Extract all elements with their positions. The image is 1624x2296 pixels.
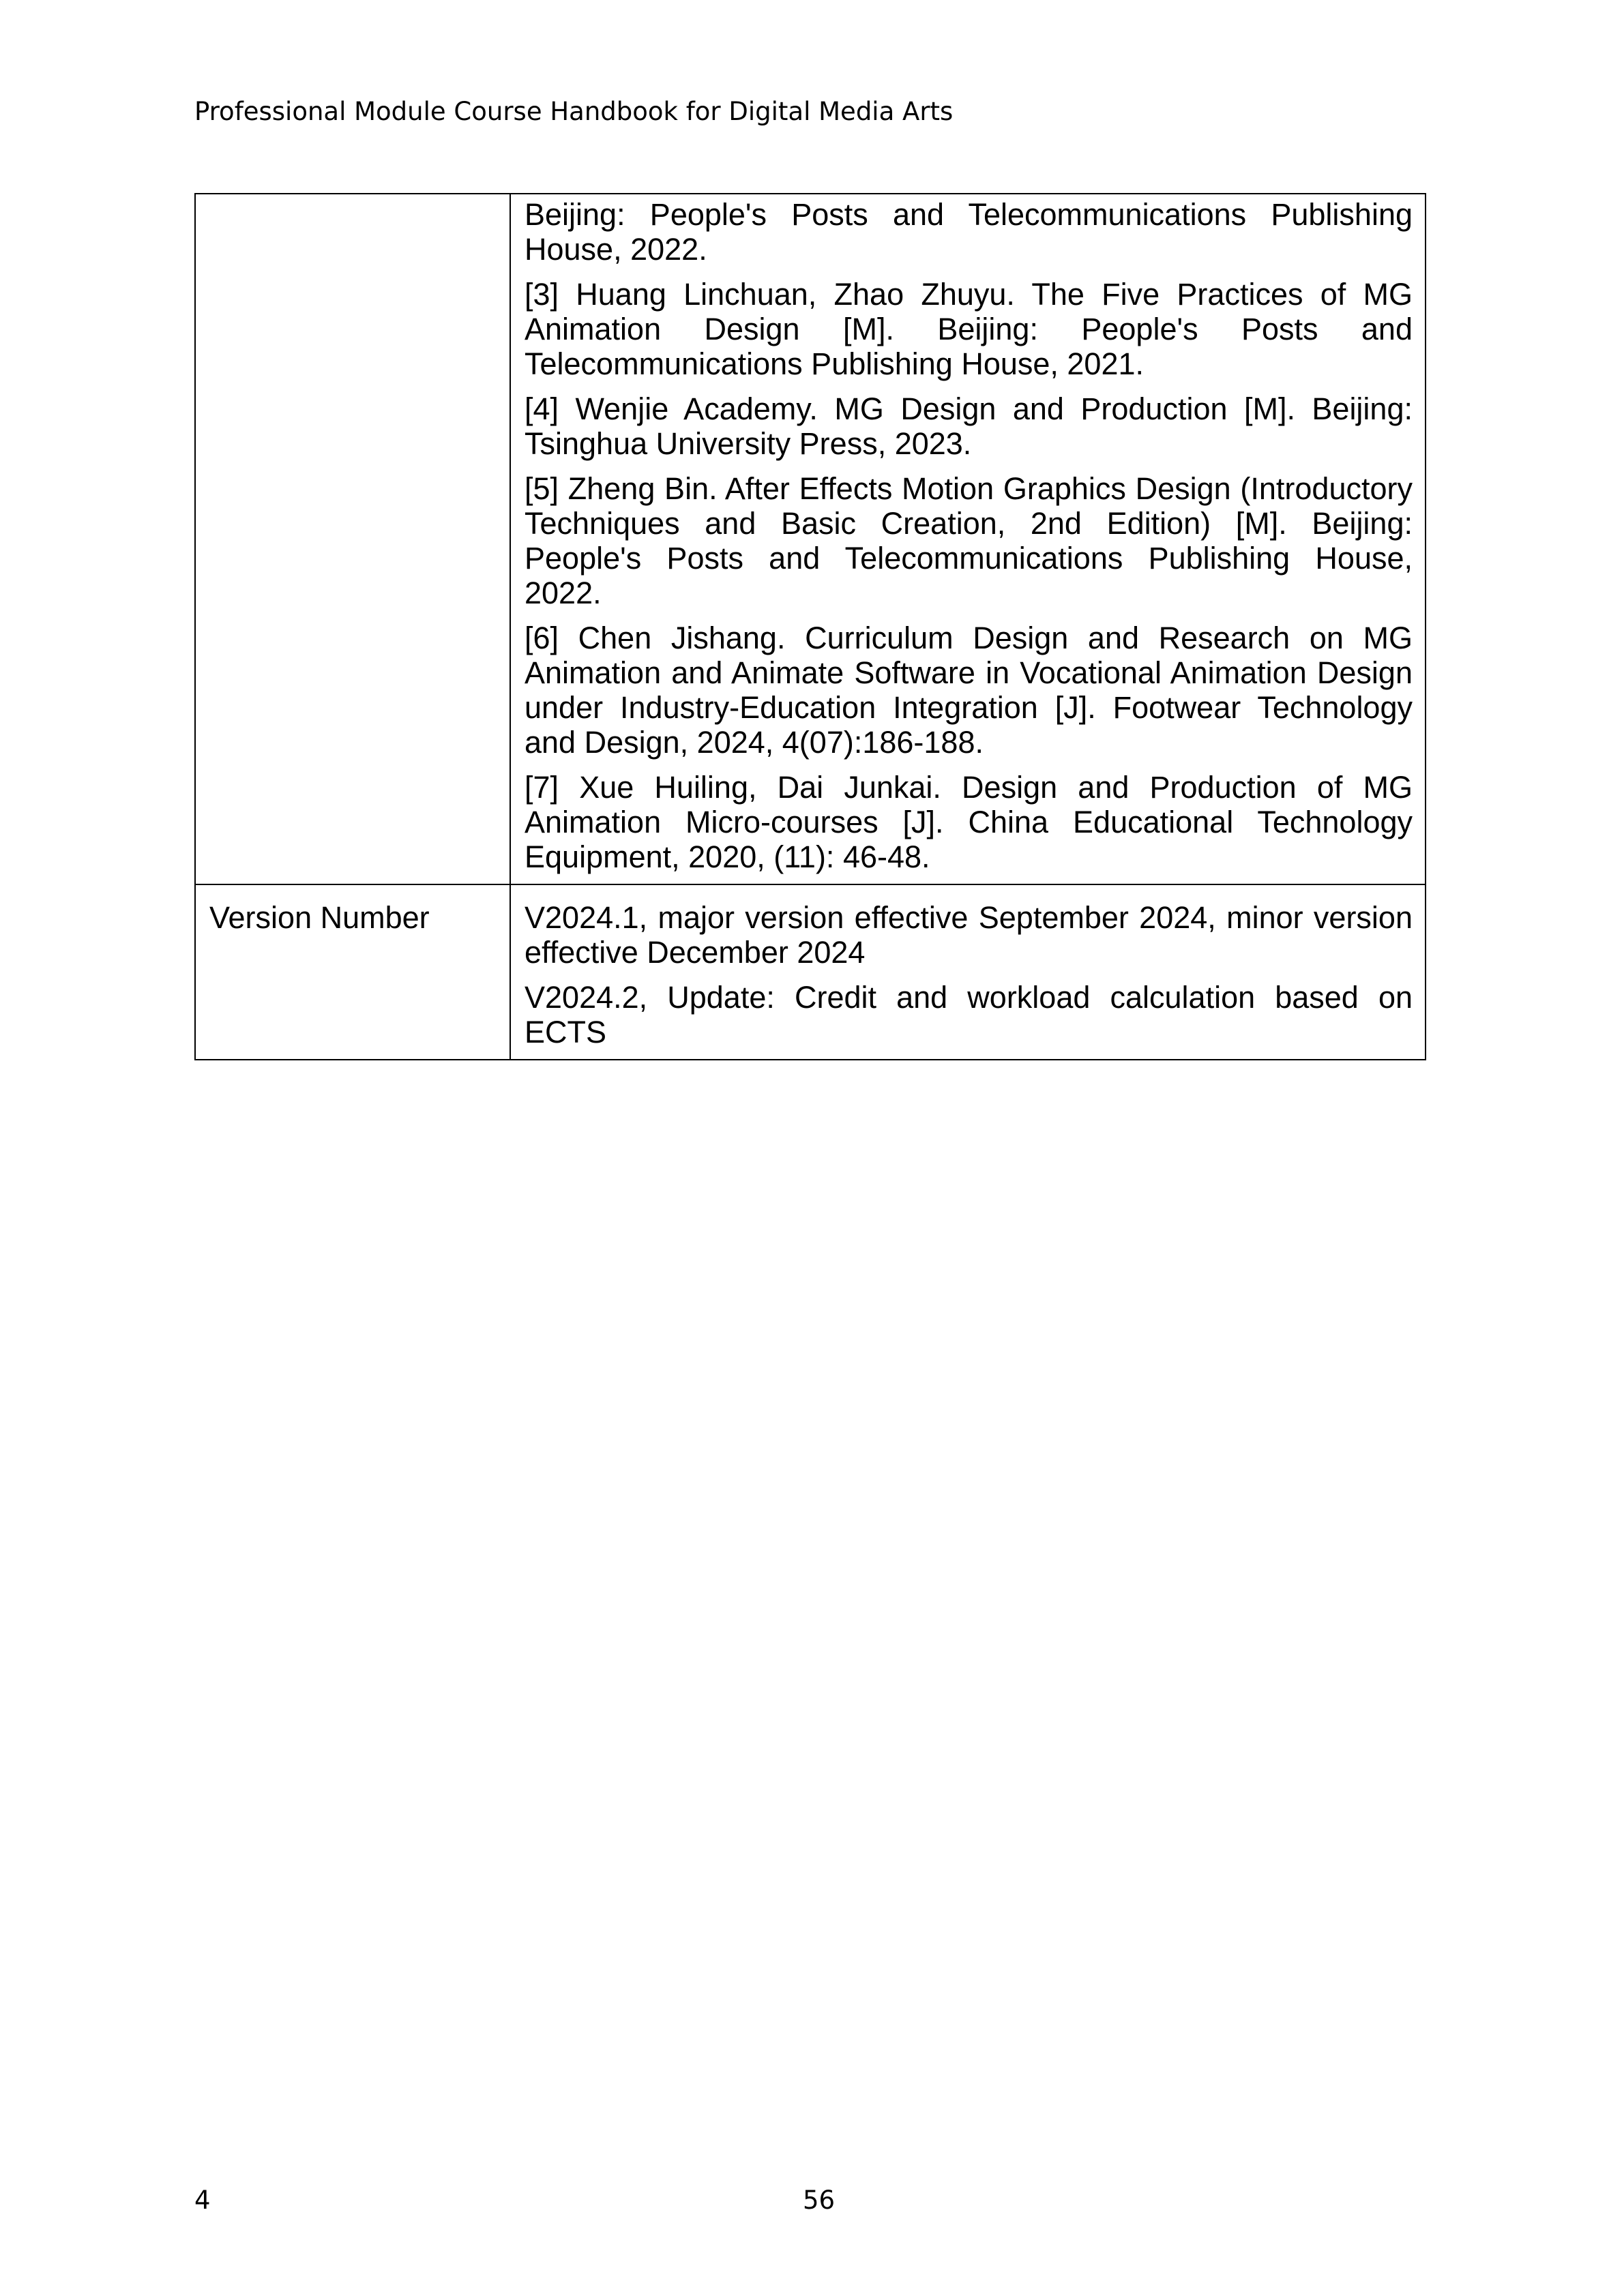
reference-6: [6] Chen Jishang. Curriculum Design and Research on MG Animation and Animate Software in Vocational Animation Design under Industry-Education Integration [J]. Footwear Technology and Design, 2024, 4(07):186-188. — [525, 621, 1413, 760]
reference-continuation: Beijing: People's Posts and Telecommunications Publishing House, 2022. — [525, 197, 1413, 267]
version-label-cell: Version Number — [195, 884, 510, 1060]
reference-4: [4] Wenjie Academy. MG Design and Production [M]. Beijing: Tsinghua University Press, 2023. — [525, 391, 1413, 461]
version-entry-2: V2024.2, Update: Credit and workload calculation based on ECTS — [525, 980, 1413, 1049]
module-info-table — [194, 193, 1426, 1060]
reference-7: [7] Xue Huiling, Dai Junkai. Design and Production of MG Animation Micro-courses [J]. China Educational Technology Equipment, 2020, (11): 46-48. — [525, 770, 1413, 874]
references-label-cell — [195, 194, 510, 884]
page-header-title: Professional Module Course Handbook for Digital Media Arts — [194, 97, 954, 126]
reference-3: [3] Huang Linchuan, Zhao Zhuyu. The Five Practices of MG Animation Design [M]. Beijing: People's Posts and Telecommunications Publishing House, 2021. — [525, 277, 1413, 381]
footer-left-number: 4 — [194, 2186, 211, 2215]
version-entry-1: V2024.1, major version effective September 2024, minor version effective December 2024 — [525, 900, 1413, 970]
table-row-references — [195, 194, 1426, 884]
table-row-version — [195, 884, 1426, 1060]
version-content-cell — [510, 884, 1426, 1060]
references-content-cell — [510, 194, 1426, 884]
page-number: 56 — [803, 2186, 836, 2215]
reference-5: [5] Zheng Bin. After Effects Motion Graphics Design (Introductory Techniques and Basic Creation, 2nd Edition) [M]. Beijing: People's Posts and Telecommunications Publishing House, 2022. — [525, 471, 1413, 610]
